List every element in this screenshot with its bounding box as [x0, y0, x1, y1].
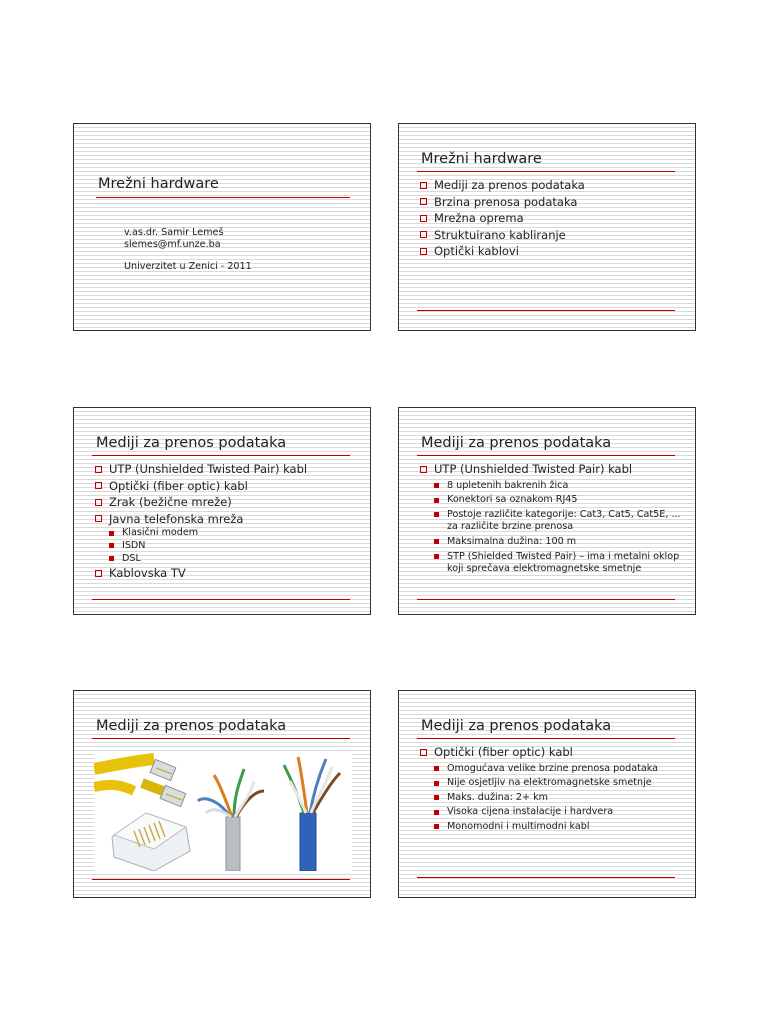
footer-rule [417, 310, 675, 311]
footer-rule [417, 877, 675, 878]
list-item: Optički (fiber optic) kabl [94, 478, 362, 495]
title-rule [417, 455, 675, 456]
bullet-list [419, 177, 687, 260]
footer-rule [92, 599, 350, 600]
slide-6 [398, 690, 696, 898]
list-item: Zrak (bežične mreže) [94, 494, 362, 511]
sub-list-item: Visoka cijena instalacije i hardvera [419, 806, 687, 819]
title-rule [417, 738, 675, 739]
sub-list-item: Omogućava velike brzine prenosa podataka [419, 763, 687, 776]
list-item: Kablovska TV [94, 565, 362, 582]
title-rule [92, 738, 350, 739]
sub-list-item: STP (Shielded Twisted Pair) – ima i metalni oklop koji sprečava elektromagnetske smetnje [419, 551, 687, 576]
institution: Univerzitet u Zenici - 2011 [124, 261, 252, 272]
slide-title: Mediji za prenos podataka [421, 435, 612, 451]
title-rule [417, 171, 675, 172]
sub-list-item: 8 upletenih bakrenih žica [419, 480, 687, 493]
list-item: Optički kablovi [419, 243, 687, 260]
slide-title: Mrežni hardware [421, 151, 542, 167]
sub-list-item: Postoje različite kategorije: Cat3, Cat5, Cat5E, ... za različite brzine prenosa [419, 509, 687, 534]
bullet-list [419, 744, 687, 834]
list-item: Brzina prenosa podataka [419, 194, 687, 211]
cable-photos [94, 751, 352, 871]
title-rule [92, 455, 350, 456]
slide-title: Mediji za prenos podataka [96, 435, 287, 451]
sub-list-item: Maks. dužina: 2+ km [419, 792, 687, 805]
sub-list-item: Monomodni i multimodni kabl [419, 821, 687, 834]
list-item: Optički (fiber optic) kabl [419, 744, 687, 761]
list-item: Struktuirano kabliranje [419, 227, 687, 244]
slide-title: Mediji za prenos podataka [96, 718, 287, 734]
list-item: UTP (Unshielded Twisted Pair) kabl [419, 461, 687, 478]
sub-list-item: Maksimalna dužina: 100 m [419, 536, 687, 549]
bullet-list [94, 461, 362, 582]
list-item: UTP (Unshielded Twisted Pair) kabl [94, 461, 362, 478]
author-name: v.as.dr. Samir Lemeš [124, 227, 224, 238]
title-rule [96, 197, 350, 198]
footer-rule [92, 879, 350, 880]
list-item: Javna telefonska mreža [94, 511, 362, 528]
author-email: slemes@mf.unze.ba [124, 239, 221, 250]
list-item: Mrežna oprema [419, 210, 687, 227]
slide-4 [398, 407, 696, 615]
sub-list-item: DSL [94, 553, 362, 566]
footer-rule [417, 599, 675, 600]
slide-3 [73, 407, 371, 615]
bullet-list [419, 461, 687, 576]
sub-list-item: Klasični modem [94, 527, 362, 540]
slide-2 [398, 123, 696, 331]
sub-list-item: Nije osjetljiv na elektromagnetske smetnje [419, 777, 687, 790]
slide-5 [73, 690, 371, 898]
slide-title: Mediji za prenos podataka [421, 718, 612, 734]
slide-title: Mrežni hardware [98, 176, 219, 192]
sub-list-item: ISDN [94, 540, 362, 553]
sub-list-item: Konektori sa oznakom RJ45 [419, 494, 687, 507]
slide-1 [73, 123, 371, 331]
list-item: Mediji za prenos podataka [419, 177, 687, 194]
